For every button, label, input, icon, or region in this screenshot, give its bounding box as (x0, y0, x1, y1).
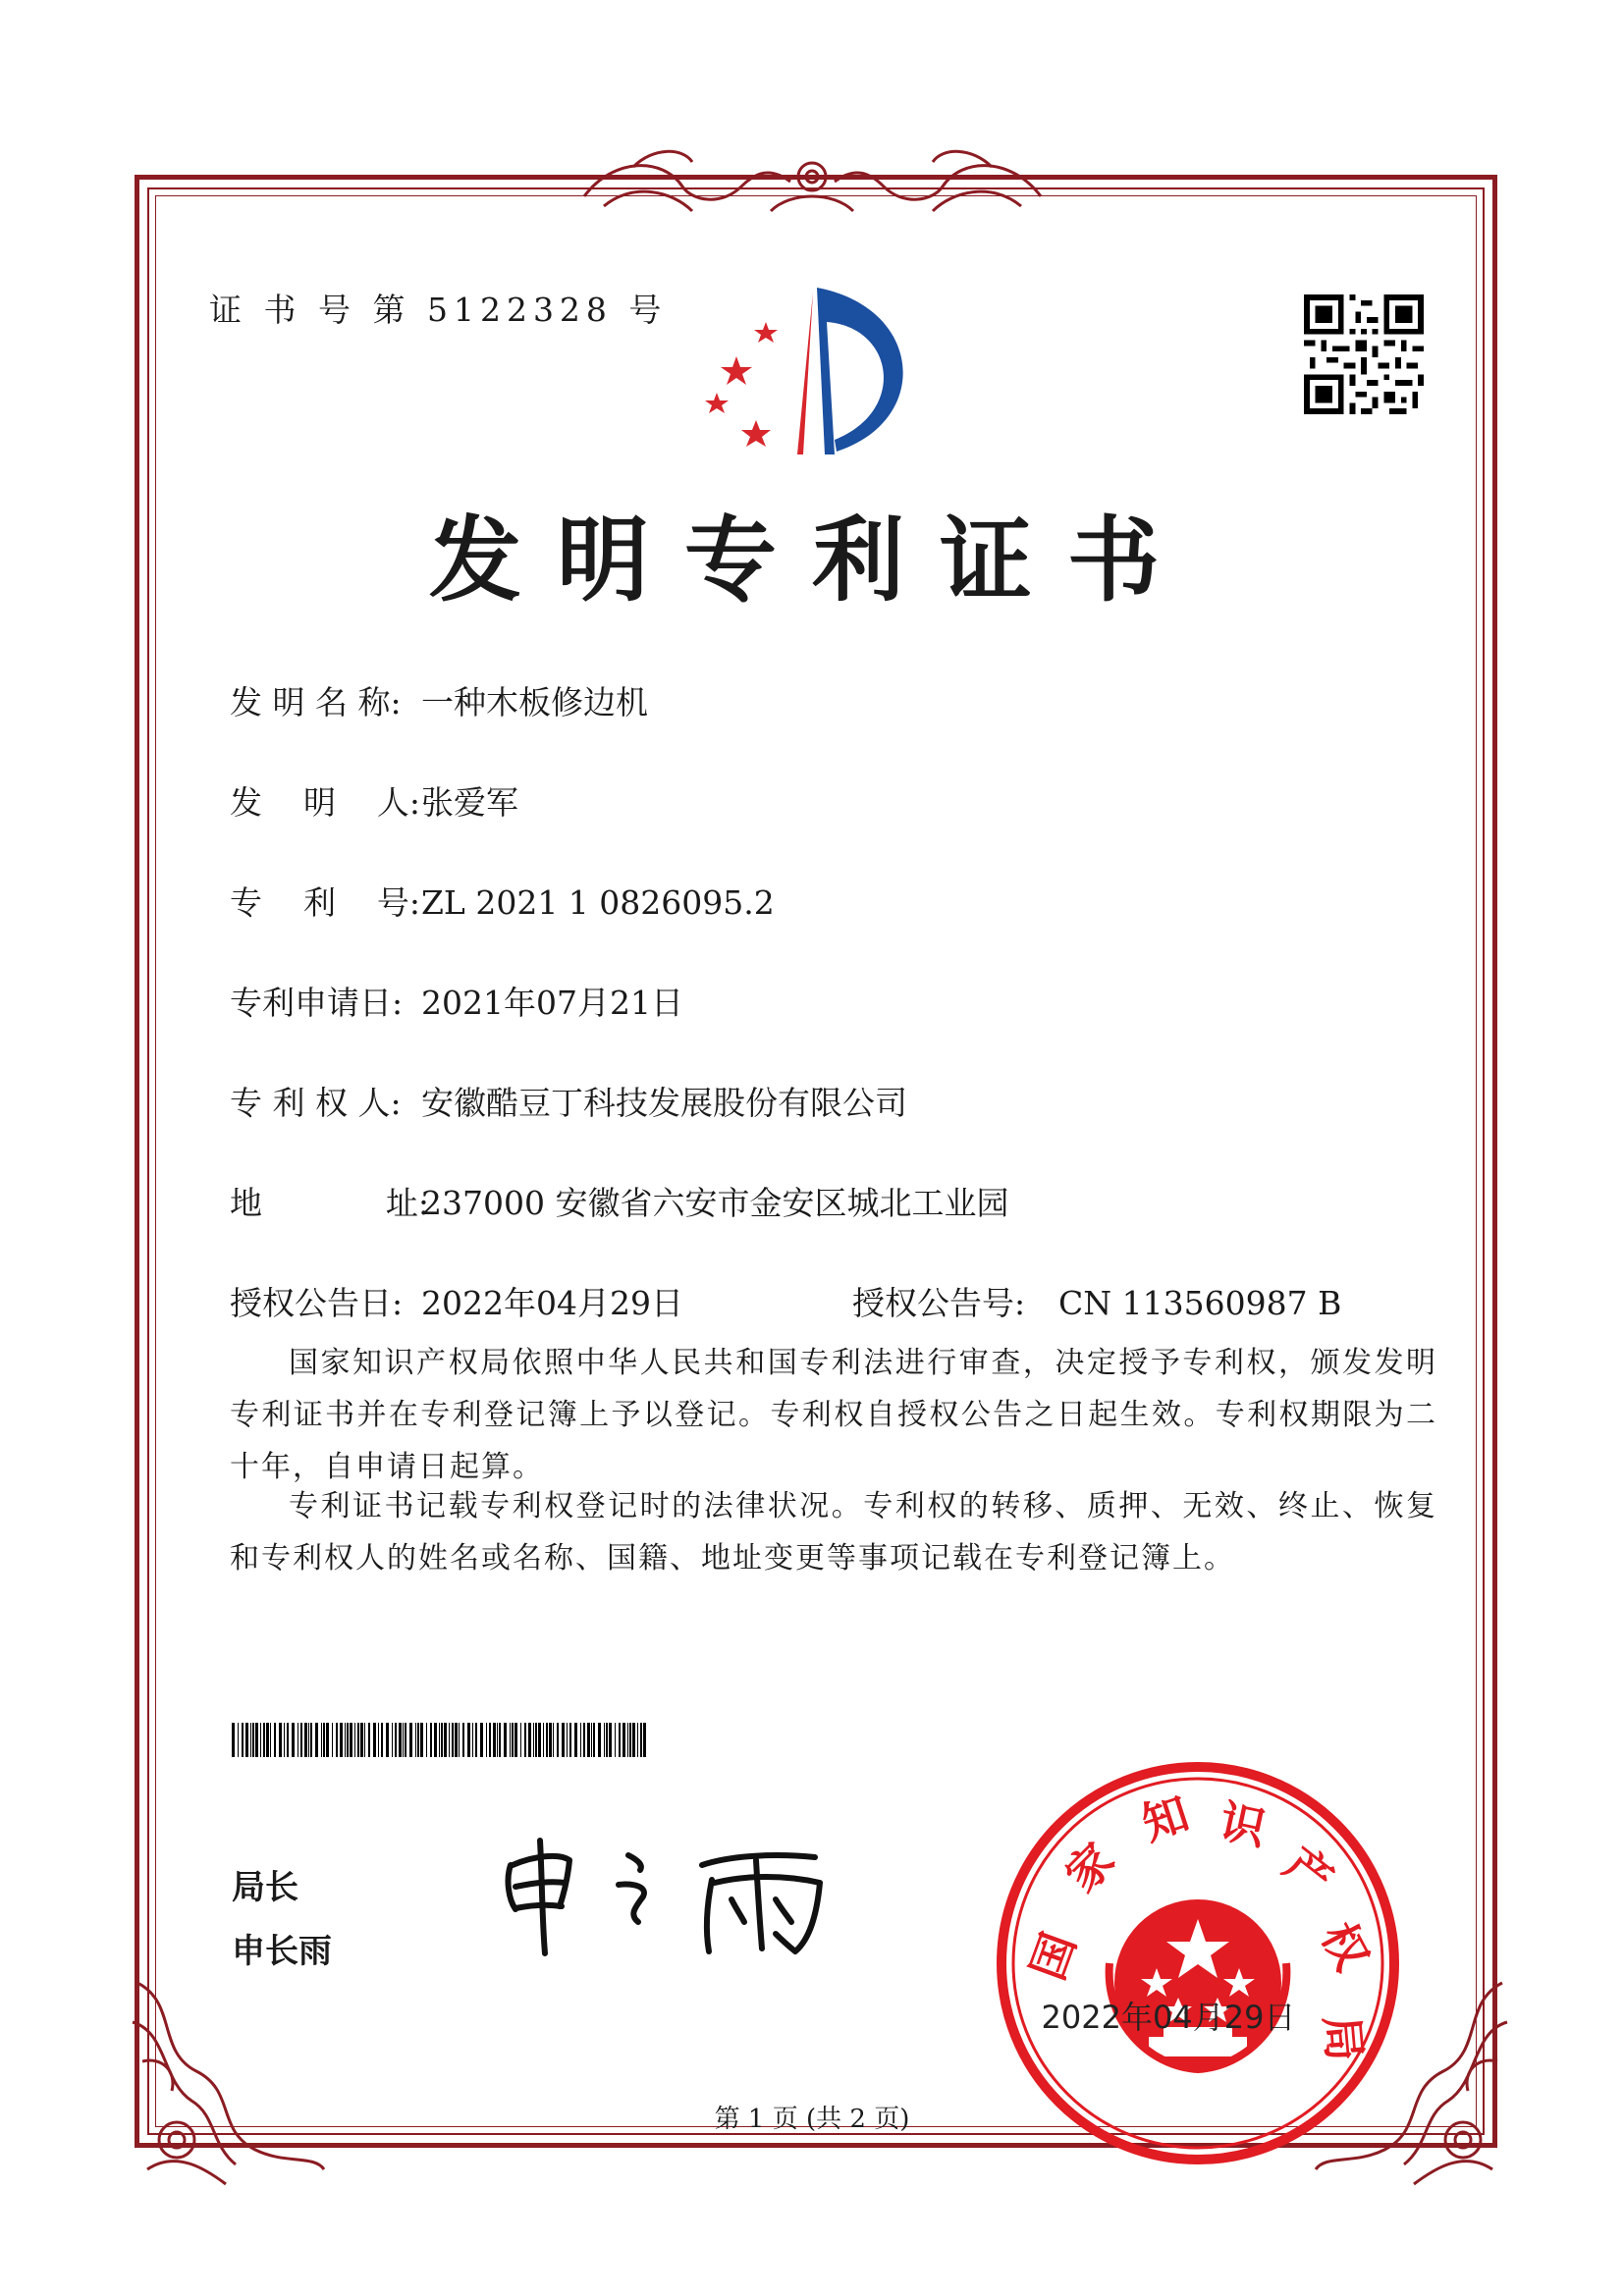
invention-name-row (230, 677, 648, 723)
patent-number-row (230, 878, 775, 924)
inventor-row (230, 777, 518, 824)
grant-number-row (852, 1278, 1341, 1324)
grant-number-value: CN 113560987 B (1058, 1284, 1342, 1322)
chief-name: 申长雨 (232, 1932, 332, 1971)
inventor-label: 发 明 人: (230, 783, 421, 822)
qr-code-icon (1304, 294, 1424, 414)
svg-text:识: 识 (1215, 1793, 1271, 1856)
svg-text:局: 局 (1315, 2013, 1372, 2063)
bottom-left-ornament-icon (118, 1963, 334, 2189)
grant-number-label: 授权公告号: (852, 1284, 1026, 1322)
top-ornament-icon (574, 137, 1051, 226)
certificate-title: 发明专利证书 (428, 507, 1195, 614)
svg-text:知: 知 (1135, 1786, 1196, 1851)
seal-date: 2022年04月29日 (1041, 1999, 1296, 2036)
patent-number-value: ZL 2021 1 0826095.2 (421, 883, 775, 922)
patentee-label: 专 利 权 人: (230, 1084, 402, 1122)
patent-number-label: 专 利 号: (230, 883, 421, 922)
filing-date-value: 2021年07月21日 (421, 984, 683, 1022)
grant-date-value: 2022年04月29日 (421, 1284, 683, 1322)
invention-name-label: 发 明 名 称: (230, 683, 402, 721)
grant-date-label: 授权公告日: (230, 1284, 404, 1322)
svg-text:国: 国 (1020, 1926, 1087, 1987)
inventor-value: 张爱军 (421, 783, 518, 822)
handwritten-signature-icon (491, 1826, 844, 1963)
filing-date-label: 专利申请日: (230, 984, 404, 1022)
body-paragraph-2: 专利证书记载专利权登记时的法律状况。专利权的转移、质押、无效、终止、恢复和专利权人的姓名或名称、国籍、地址变更等事项记载在专利登记簿上。 (230, 1489, 1437, 1575)
address-label: 地 址: (230, 1184, 429, 1222)
patentee-value: 安徽酷豆丁科技发展股份有限公司 (421, 1084, 907, 1122)
barcode-icon (232, 1723, 647, 1757)
address-value: 237000 安徽省六安市金安区城北工业园 (421, 1184, 1009, 1222)
chief-title: 局长 (232, 1868, 298, 1907)
body-paragraph-1: 国家知识产权局依照中华人民共和国专利法进行审查，决定授予专利权，颁发发明专利证书并在专利登记簿上予以登记。专利权自授权公告之日起生效。专利权期限为二十年，自申请日起算。 (230, 1346, 1437, 1484)
svg-text:产: 产 (1274, 1837, 1343, 1906)
invention-name-value: 一种木板修边机 (421, 683, 648, 721)
svg-text:家: 家 (1055, 1833, 1125, 1902)
certificate-number: 证 书 号 第 5122328 号 (209, 291, 668, 329)
cnipa-logo-icon (687, 283, 933, 469)
address-row (230, 1178, 1008, 1224)
patentee-row (230, 1078, 907, 1124)
grant-date-row (230, 1278, 683, 1324)
page-indicator: 第 1 页 (共 2 页) (714, 2105, 910, 2134)
filing-date-row (230, 978, 683, 1024)
svg-text:权: 权 (1311, 1913, 1380, 1979)
